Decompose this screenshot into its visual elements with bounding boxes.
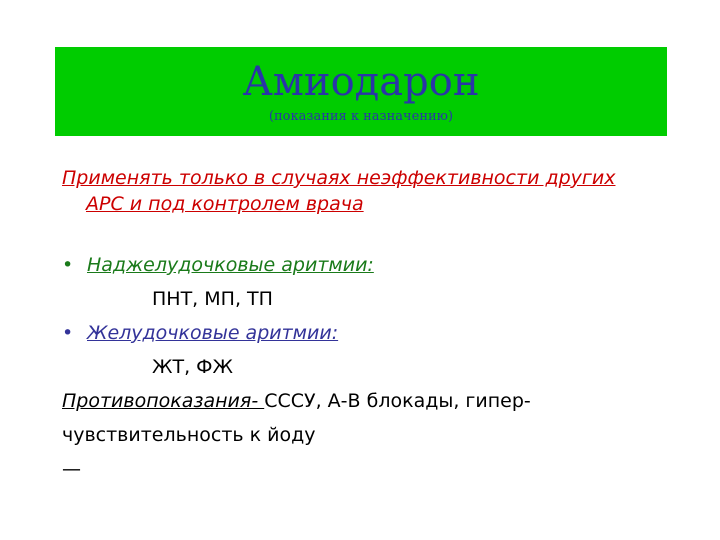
section-detail-supraventricular: ПНТ, МП, ТП <box>152 288 273 310</box>
section-heading-ventricular: Желудочковые аритмии: <box>87 322 339 344</box>
section-supraventricular <box>62 253 662 277</box>
intro-note <box>62 166 662 216</box>
section-ventricular <box>62 321 662 345</box>
trailing-dash: — <box>62 458 81 480</box>
intro-line-2: АРС и под контролем врача <box>86 193 364 215</box>
title-banner <box>55 47 667 136</box>
bullet-icon: • <box>62 322 74 344</box>
bullet-icon: • <box>62 254 74 276</box>
intro-line-1: Применять только в случаях неэффективности других <box>62 167 616 189</box>
slide-subtitle: (показания к назначению) <box>268 109 454 124</box>
section-heading-supraventricular: Наджелудочковые аритмии: <box>87 254 374 276</box>
slide-title: Амиодарон <box>242 59 480 105</box>
section-detail-ventricular: ЖТ, ФЖ <box>152 356 233 378</box>
slide-body <box>62 166 662 481</box>
contraindications-text-1: СССУ, А-В блокады, гипер- <box>264 390 531 412</box>
contraindications-text-2: чувствительность к йоду <box>62 424 316 446</box>
contraindications-label: Противопоказания- <box>62 390 265 412</box>
contraindications <box>62 389 662 413</box>
